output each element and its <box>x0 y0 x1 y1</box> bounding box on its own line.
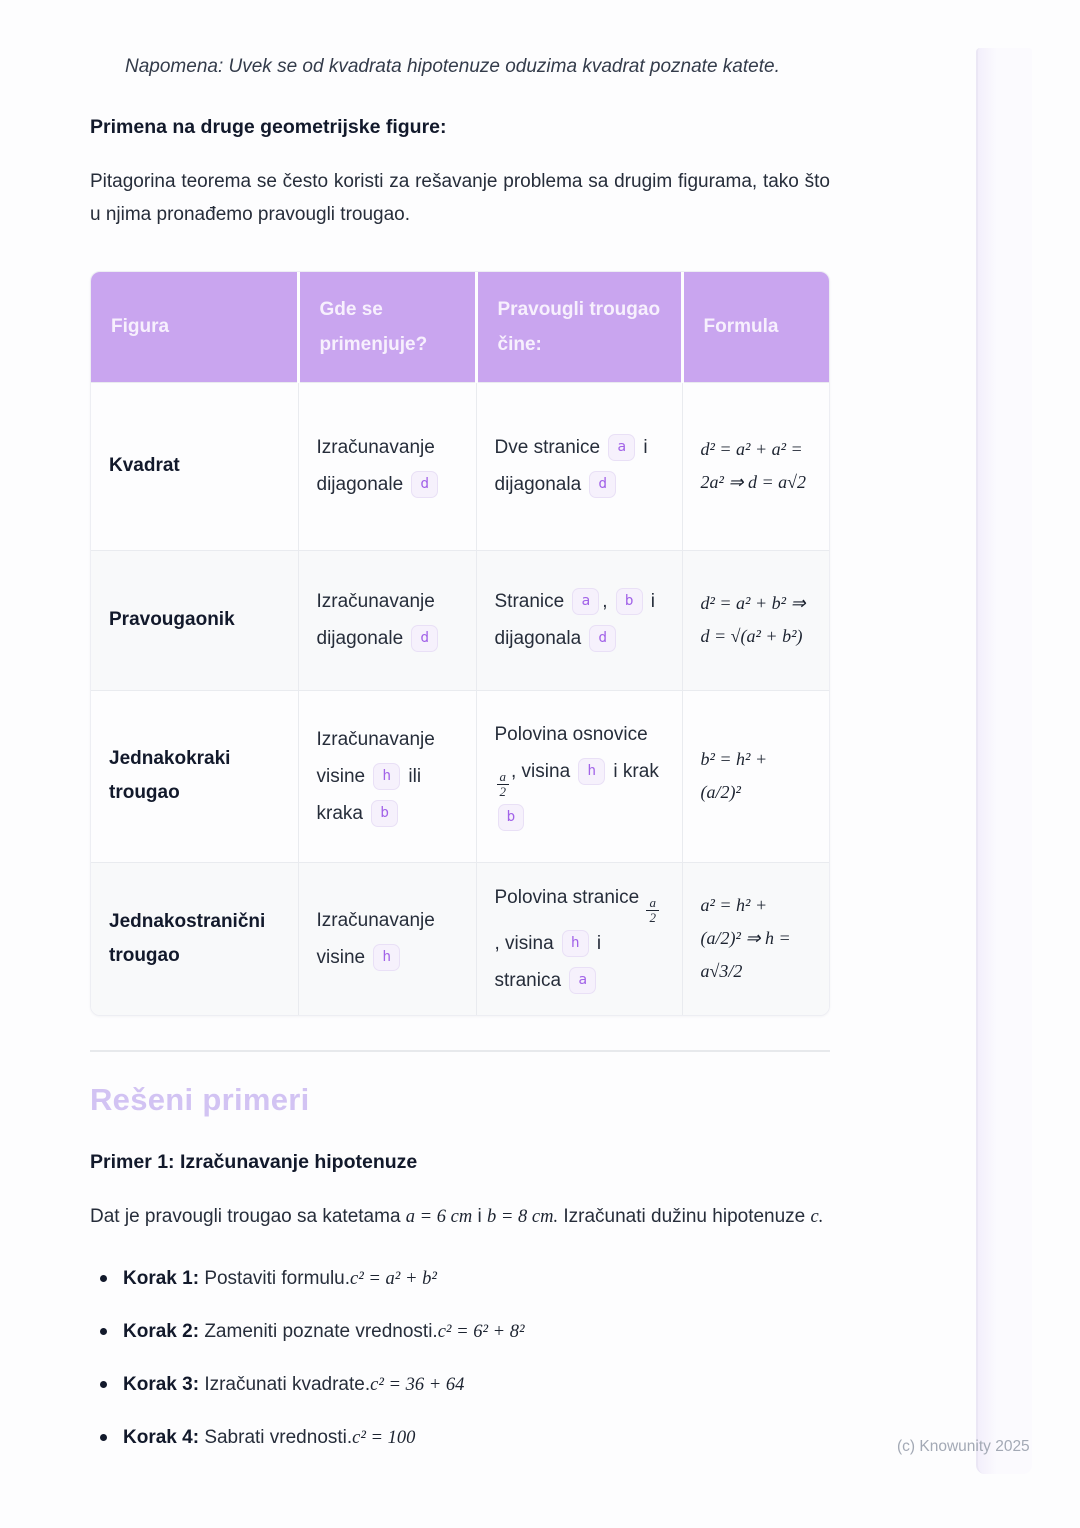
text-segment: , <box>602 591 613 612</box>
text-segment: Izračunati dužinu hipotenuze <box>558 1205 811 1227</box>
fraction: $\frac{a}{2}$ <box>646 896 659 925</box>
solved-examples-heading: Rešeni primeri <box>90 1081 310 1117</box>
text-segment: , visina <box>494 932 559 954</box>
step-formula: c² = a² + b² <box>350 1268 437 1289</box>
text-segment: Dat je pravougli trougao sa katetama <box>90 1205 406 1227</box>
step-formula: c² = 6² + 8² <box>437 1321 525 1342</box>
step-text: Izračunati kvadrate. <box>204 1373 371 1395</box>
text-segment: ili kraka <box>316 765 422 824</box>
cell-formula: d² = a² + a² = 2a² ⇒ d = a√2 <box>682 382 829 550</box>
cell-figura: Jednakostranični trougao <box>91 862 298 1015</box>
cell-figura: Jednakokraki trougao <box>91 690 298 862</box>
steps-list <box>90 1264 830 1453</box>
step-item-1 <box>90 1264 830 1294</box>
step-text: Zameniti poznate vrednosti. <box>204 1320 438 1342</box>
cell-formula: b² = h² + (a/2)² <box>682 690 829 862</box>
step-item-4 <box>90 1423 830 1453</box>
variable-chip: h <box>578 758 605 785</box>
figures-table <box>90 271 830 1016</box>
text-segment: i stranica <box>494 932 602 991</box>
next-page-edge <box>976 48 1032 1474</box>
step-label: Korak 3: <box>123 1373 200 1395</box>
table-row-jednakostranicni <box>91 862 829 1015</box>
step-label: Korak 4: <box>123 1426 200 1448</box>
cell-figura: Pravougaonik <box>91 550 298 690</box>
cell-cine <box>476 690 682 862</box>
copyright-text: (c) Knowunity 2025 <box>897 1438 1030 1455</box>
variable-chip: b <box>371 800 398 827</box>
cell-figura: Kvadrat <box>91 382 298 550</box>
step-formula: c² = 100 <box>352 1427 416 1448</box>
step-text: Postaviti formulu. <box>204 1267 351 1289</box>
step-item-2 <box>90 1317 830 1347</box>
text-segment: , visina <box>511 761 576 782</box>
cell-gde <box>298 382 476 550</box>
primer1-intro <box>90 1200 830 1234</box>
table-row-jednakokraki <box>91 690 829 862</box>
cell-gde <box>298 690 476 862</box>
fraction: $\frac{a}{2}$ <box>497 770 510 799</box>
cell-cine <box>476 862 682 1015</box>
text-segment: i krak <box>608 761 659 782</box>
step-item-3 <box>90 1370 830 1400</box>
text-segment: Izračunavanje visine <box>316 909 435 968</box>
primer1-title: Primer 1: Izračunavanje hipotenuze <box>90 1150 418 1173</box>
section-heading-primena: Primena na druge geometrijske figure: <box>90 116 447 138</box>
table-row-kvadrat <box>91 382 829 550</box>
variable-chip: a <box>572 588 599 615</box>
step-label: Korak 2: <box>123 1320 200 1342</box>
step-label: Korak 1: <box>123 1267 200 1289</box>
text-segment: Polovina osnovice <box>494 724 648 745</box>
note-paragraph: Napomena: Uvek se od kvadrata hipotenuze oduzima kvadrat poznate katete. <box>125 56 780 77</box>
variable-chip: b <box>616 588 643 615</box>
variable-chip: h <box>373 763 400 790</box>
text-segment: Stranice <box>494 591 570 612</box>
step-text: Sabrati vrednosti. <box>204 1426 353 1448</box>
document-content <box>90 0 830 1453</box>
table-header-row <box>91 272 829 382</box>
step-formula: c² = 36 + 64 <box>370 1374 465 1395</box>
variable-chip: d <box>589 471 616 498</box>
cell-gde <box>298 862 476 1015</box>
variable-chip: a <box>608 434 635 461</box>
text-segment: Izračunavanje dijagonale <box>316 591 435 649</box>
text-segment: Izračunavanje dijagonale <box>316 437 435 495</box>
text-segment: i <box>472 1205 488 1227</box>
intro-paragraph: Pitagorina teorema se često koristi za rešavanje problema sa drugim figurama, tako što u njima pronađemo pravougli trougao. <box>90 171 830 225</box>
header-gde: Gde se primenjuje? <box>298 272 476 382</box>
header-cine: Pravougli trougao čine: <box>476 272 682 382</box>
variable-chip: a <box>569 967 596 994</box>
section-divider <box>90 1050 830 1052</box>
table-row-pravougaonik <box>91 550 829 690</box>
inline-math: a = 6 cm <box>405 1206 473 1227</box>
header-figura: Figura <box>91 272 298 382</box>
text-segment: Polovina stranice <box>494 886 645 908</box>
header-formula: Formula <box>682 272 829 382</box>
variable-chip: d <box>411 471 438 498</box>
inline-math: c. <box>810 1206 824 1227</box>
text-segment: Izračunavanje visine <box>316 728 435 787</box>
variable-chip: h <box>373 944 400 971</box>
cell-gde <box>298 550 476 690</box>
text-segment: Dve stranice <box>494 437 606 458</box>
variable-chip: d <box>589 625 616 652</box>
variable-chip: h <box>562 930 589 957</box>
cell-cine <box>476 382 682 550</box>
variable-chip: b <box>498 804 525 831</box>
text-segment: i dijagonala <box>494 437 648 495</box>
cell-cine <box>476 550 682 690</box>
variable-chip: d <box>411 625 438 652</box>
cell-formula: a² = h² + (a/2)² ⇒ h = a√3/2 <box>682 862 829 1015</box>
cell-formula: d² = a² + b² ⇒ d = √(a² + b²) <box>682 550 829 690</box>
text-segment: i dijagonala <box>494 591 656 649</box>
inline-math: b = 8 cm. <box>487 1206 559 1227</box>
